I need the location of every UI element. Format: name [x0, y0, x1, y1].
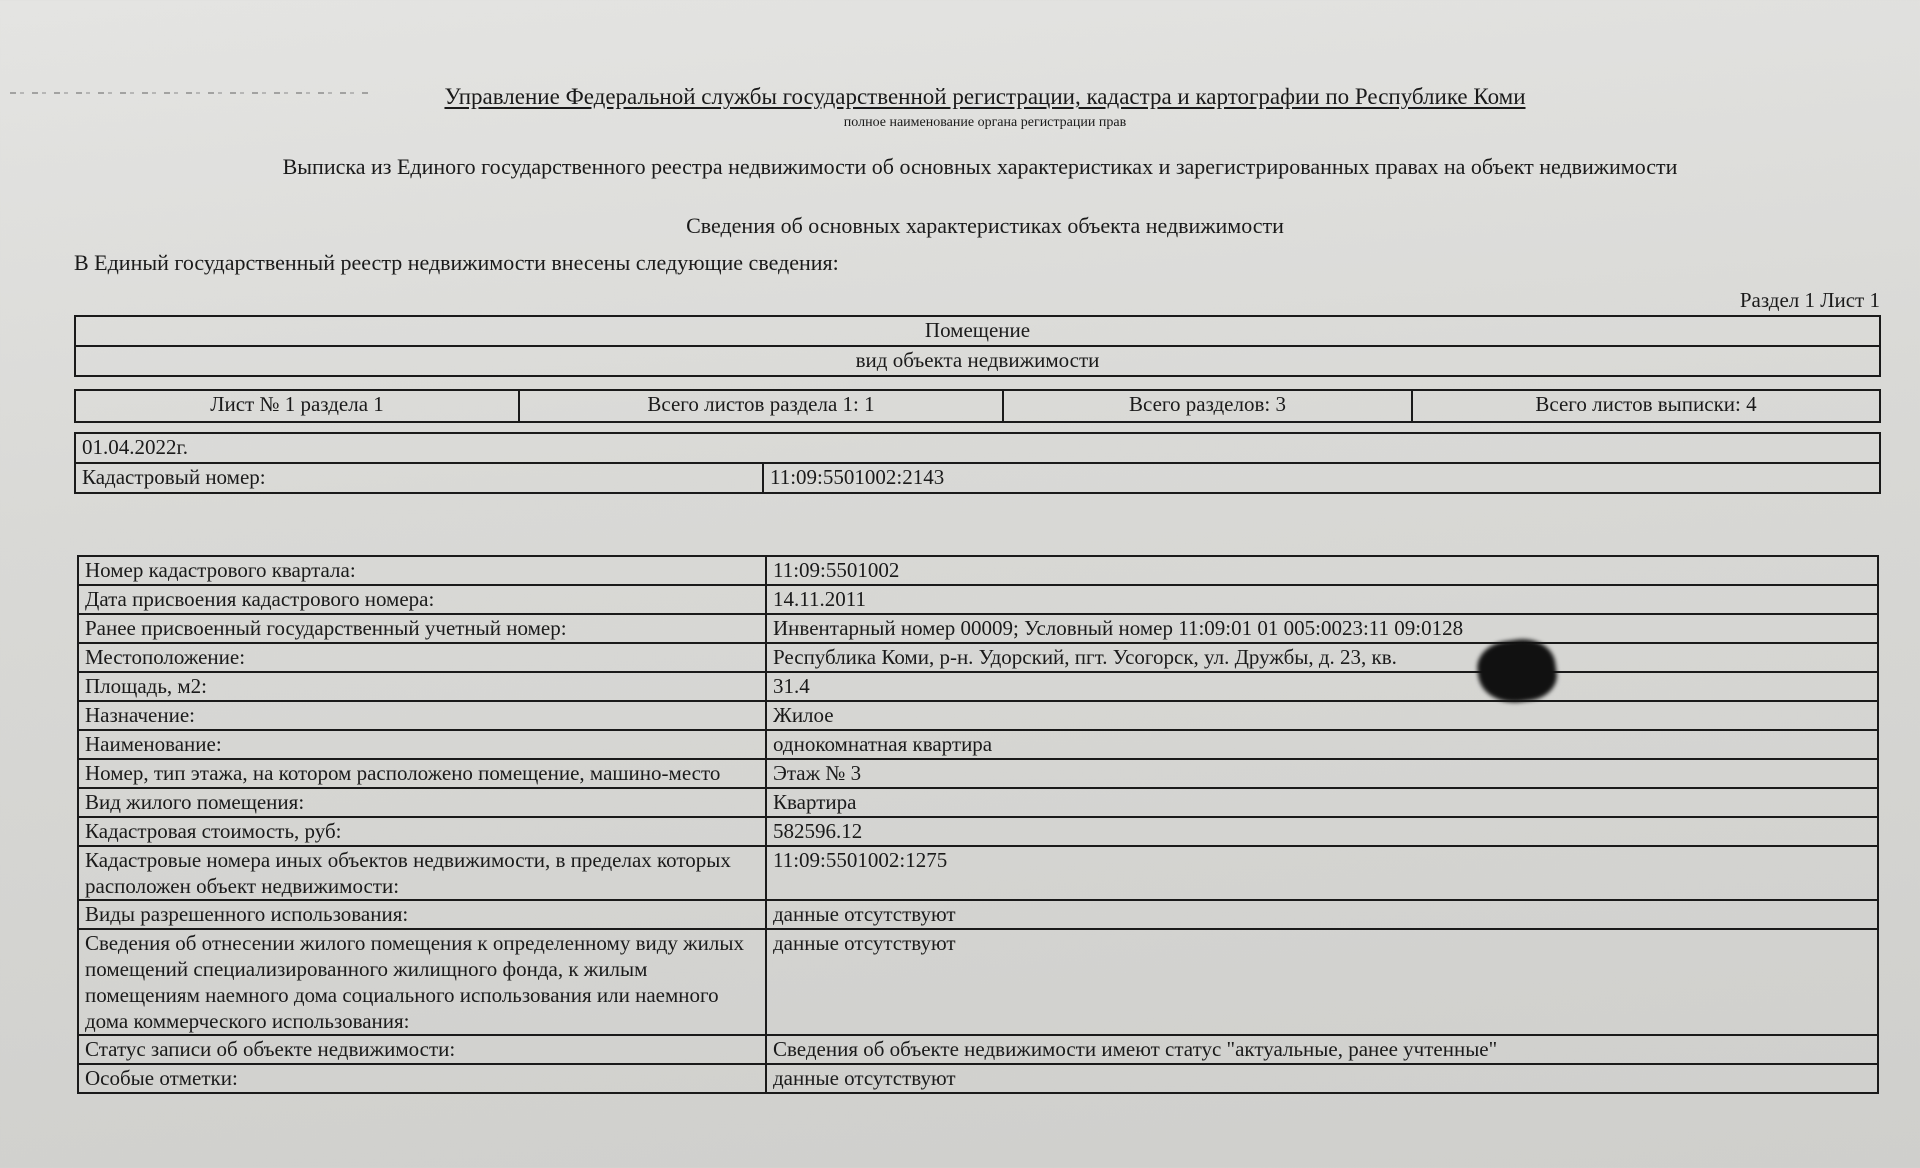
extract-date: 01.04.2022г.	[75, 433, 1880, 463]
row-value: Квартира	[766, 788, 1878, 817]
row-label: Ранее присвоенный государственный учетный номер:	[78, 614, 766, 643]
total-extract-sheets: Всего листов выписки: 4	[1412, 390, 1880, 422]
row-label: Дата присвоения кадастрового номера:	[78, 585, 766, 614]
intro-text: В Единый государственный реестр недвижимости внесены следующие сведения:	[74, 250, 839, 275]
cadastral-number-value: 11:09:5501002:2143	[763, 463, 1880, 493]
cadastral-number-label: Кадастровый номер:	[75, 463, 763, 493]
agency-caption: полное наименование органа регистрации прав	[843, 115, 1127, 130]
row-label: Назначение:	[78, 701, 766, 730]
sheet-number: Лист № 1 раздела 1	[75, 390, 519, 422]
row-value: Республика Коми, р-н. Удорский, пгт. Усогорск, ул. Дружбы, д. 23, кв.	[766, 643, 1878, 672]
total-sections: Всего разделов: 3	[1003, 390, 1412, 422]
row-value: 11:09:5501002:1275	[766, 846, 1878, 900]
table-row	[78, 730, 1878, 759]
table-row	[78, 614, 1878, 643]
object-type-table	[74, 315, 1881, 377]
table-row	[78, 701, 1878, 730]
table-row	[78, 672, 1878, 701]
row-label: Номер кадастрового квартала:	[78, 556, 766, 585]
table-row	[78, 788, 1878, 817]
row-value: данные отсутствуют	[766, 1064, 1878, 1093]
row-label: Номер, тип этажа, на котором расположено помещение, машино-место	[78, 759, 766, 788]
table-row	[78, 900, 1878, 929]
object-type: Помещение	[75, 316, 1880, 346]
row-value: 582596.12	[766, 817, 1878, 846]
document-title: Выписка из Единого государственного реестра недвижимости об основных характеристиках и зарегистрированных правах на объект недвижимости	[282, 154, 1678, 179]
row-label: Местоположение:	[78, 643, 766, 672]
table-row	[78, 817, 1878, 846]
table-row	[78, 556, 1878, 585]
row-label: Площадь, м2:	[78, 672, 766, 701]
row-label: Сведения об отнесении жилого помещения к определенному виду жилых помещений специализированного жилищного фонда, к жилым помещениям наемного дома социального использования или наемного дома коммерческого использования:	[78, 929, 766, 1035]
table-row	[78, 846, 1878, 900]
sheet-reference: Раздел 1 Лист 1	[1739, 288, 1880, 312]
table-row	[78, 1035, 1878, 1064]
agency-name: Управление Федеральной службы государственной регистрации, кадастра и картографии по Республике Коми	[444, 84, 1526, 109]
row-value: 11:09:5501002	[766, 556, 1878, 585]
row-label: Кадастровые номера иных объектов недвижимости, в пределах которых расположен объект недвижимости:	[78, 846, 766, 900]
row-label: Статус записи об объекте недвижимости:	[78, 1035, 766, 1064]
row-value: 31.4	[766, 672, 1878, 701]
row-label: Особые отметки:	[78, 1064, 766, 1093]
row-value: Инвентарный номер 00009; Условный номер 11:09:01 01 005:0023:11 09:0128	[766, 614, 1878, 643]
characteristics-table	[77, 555, 1879, 1094]
row-value: 14.11.2011	[766, 585, 1878, 614]
table-row	[78, 643, 1878, 672]
row-label: Вид жилого помещения:	[78, 788, 766, 817]
row-value: данные отсутствуют	[766, 900, 1878, 929]
section-title: Сведения об основных характеристиках объекта недвижимости	[686, 213, 1284, 238]
row-value: Сведения об объекте недвижимости имеют статус "актуальные, ранее учтенные"	[766, 1035, 1878, 1064]
table-row	[78, 1064, 1878, 1093]
row-label: Виды разрешенного использования:	[78, 900, 766, 929]
date-table	[74, 432, 1881, 494]
row-label: Наименование:	[78, 730, 766, 759]
row-label: Кадастровая стоимость, руб:	[78, 817, 766, 846]
sheets-table	[74, 389, 1881, 423]
row-value: данные отсутствуют	[766, 929, 1878, 1035]
table-row	[78, 929, 1878, 1035]
total-section-sheets: Всего листов раздела 1: 1	[519, 390, 1003, 422]
row-value: Жилое	[766, 701, 1878, 730]
table-row	[78, 759, 1878, 788]
table-row	[78, 585, 1878, 614]
object-type-caption: вид объекта недвижимости	[75, 346, 1880, 376]
row-value: однокомнатная квартира	[766, 730, 1878, 759]
row-value: Этаж № 3	[766, 759, 1878, 788]
